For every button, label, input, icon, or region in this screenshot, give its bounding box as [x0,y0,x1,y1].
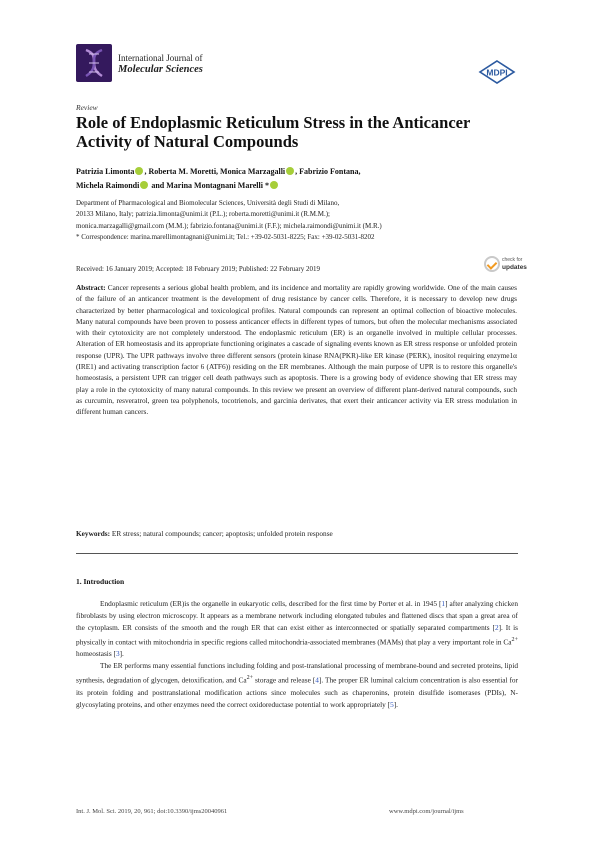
paragraph: Endoplasmic reticulum (ER)is the organelle in eukaryotic cells, described for the first time by Porter et al. in 1945 [1] after analyzing chicken fibroblasts by using electron microscopy. It appears as a membrane network including elongated tubules and flattened discs that span a great area of the cytoplasm. ER consists of the smooth and the rough ER that can exist either as interconnected or spatially separated compartments [2]. It is physically in contact with mitochondria in specific regions called mitochondria-associated membranes (MAMs) that play a very important role in $Ca^{2+}$ homeostasis [3]. [76,599,518,659]
citation-link[interactable]: 2 [494,623,499,632]
citation-link[interactable]: 1 [441,599,446,608]
author-6[interactable]: and Marina Montagnani Marelli * [151,181,269,190]
keywords [76,529,517,538]
citation-link[interactable]: 4 [315,675,319,685]
citation-link[interactable]: 5 [390,699,394,709]
journal-name-line1: International Journal of [118,53,203,63]
affiliation-line: Department of Pharmacological and Biomolecular Sciences, Università degli Studi di Milano, [76,199,340,207]
mdpi-logo [478,60,516,84]
abstract [76,282,517,418]
publication-dates: Received: 16 January 2019; Accepted: 18 February 2019; Published: 22 February 2019 [76,265,320,273]
correspondence-line: * Correspondence: marina.marellimontagnani@unimi.it; Tel.: +39-02-5031-8225; Fax: +39-02-5031-8202 [76,233,375,242]
journal-logo [76,44,112,82]
author-5[interactable]: Michela Raimondi [76,181,140,190]
author-1[interactable]: Patrizia Limonta [76,167,135,176]
orcid-icon[interactable] [270,181,278,189]
orcid-icon[interactable] [286,167,294,175]
author-4[interactable]: , Fabrizio Fontana, [295,167,361,176]
check-updates-label-bold: updates [502,264,527,271]
orcid-icon[interactable] [135,167,143,175]
author-2-3[interactable]: , Roberta M. Moretti, Monica Marzagalli [144,167,286,176]
mdpi-logo-text: MDPI [486,67,508,78]
journal-name-line2: Molecular Sciences [118,64,203,75]
check-updates-icon [484,256,500,272]
paragraph: The ER performs many essential functions including folding and post-translational processing of membrane-bound and secreted proteins, lipid synthesis, degradation of glycogen, detoxification, and $Ca^{2+}$ storage and release [4]. The proper ER luminal calcium concentration is also essential for its protein folding and posttranslational modification actions since molecules such as chaperonins, protein disulfide isomerases (PDIs), N-glycosylating proteins, and other enzymes need the correct oxidoreductase potential to work appropriately [5]. [76,661,518,709]
citation-link[interactable]: 3 [115,649,120,659]
abstract-label: Abstract: [76,283,106,292]
divider [76,553,518,554]
journal-name [118,52,203,76]
article-type: Review [76,103,98,112]
orcid-icon[interactable] [140,181,148,189]
keywords-label: Keywords: [76,529,111,538]
affiliation-line: monica.marzagalli@gmail.com (M.M.); fabrizio.fontana@unimi.it (F.F.); michela.raimondi@unimi.it (M.R.) [76,221,382,230]
keywords-text: ER stress; natural compounds; cancer; apoptosis; unfolded protein response [111,529,333,538]
author-list [76,165,516,193]
affiliations [76,198,516,244]
body-text [76,598,518,711]
section-heading: 1. Introduction [76,577,125,586]
abstract-text: Cancer represents a serious global health problem, and its incidence and mortality are rapidly growing worldwide. One of the main causes of the failure of an anticancer treatment is the development of drug resistance by cancer cells. Therefore, it is necessary to develop new drugs characterized by better pharmacological and toxicological profiles. Natural compounds can represent an optimal collection of bioactive molecules. Many natural compounds have been proven to possess anticancer effects in different types of tumors, but often the molecular mechanisms associated with their cytotoxicity are not completely understood. The endoplasmic reticulum (ER) is an organelle involved in multiple cellular processes. Alteration of ER homeostasis and its appropriate functioning originates a cascade of signaling events known as ER stress response or unfolded protein response (UPR). The UPR pathways involve three different sensors (protein kinase RNA(PKR)-like ER kinase (PERK), inositol requiring enzyme1α (IRE1) and activating transcription factor 6 (ATF6)) residing on the ER membranes. Although the main purpose of UPR is to restore this organelle's homeostasis, a persistent UPR can trigger cell death pathways such as apoptosis. There is a growing body of evidence showing that ER stress may play a role in the cytotoxicity of many natural compounds. In this review we present an overview of different plant-derived natural compounds, such as curcumin, resveratrol, green tea polyphenols, tocotrienols, and garcinia derivates, that exert their anticancer activity via ER stress modulation in different human cancers. [76,283,518,417]
check-updates-label: check for [502,257,523,263]
affiliation-line: 20133 Milano, Italy; patrizia.limonta@unimi.it (P.L.); roberta.moretti@unimi.it (R.M.M.); [76,210,330,219]
check-for-updates-button[interactable] [484,256,530,274]
article-title: Role of Endoplasmic Reticulum Stress in the Anticancer Activity of Natural Compounds [76,113,471,151]
footer-url[interactable]: www.mdpi.com/journal/ijms [389,808,464,815]
footer-citation: Int. J. Mol. Sci. 2019, 20, 961; doi:10.3390/ijms20040961 [76,808,228,815]
